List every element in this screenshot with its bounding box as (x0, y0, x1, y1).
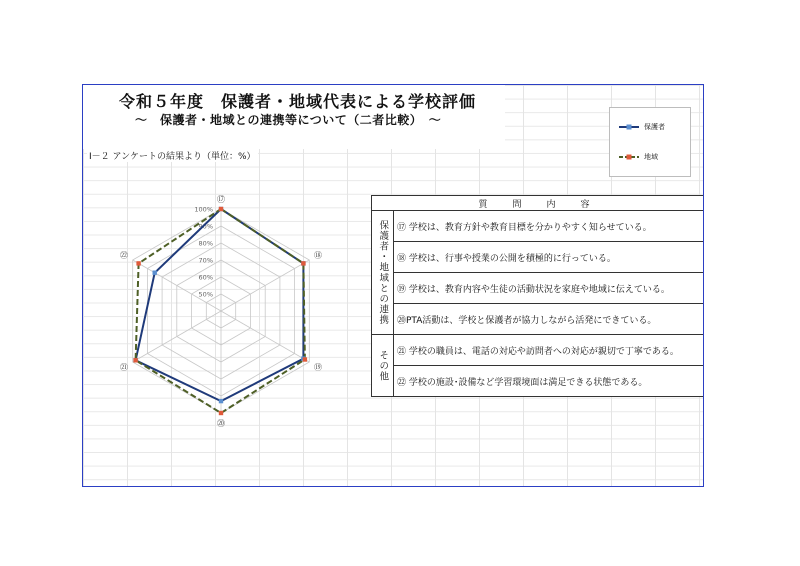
table-row: ㉑ 学校の職員は、電話の対応や訪問者への対応が親切で丁寧である。 (394, 335, 705, 366)
radar-point (133, 358, 137, 362)
radar-category-label: ⑰ (217, 195, 225, 204)
legend-item-guardian (618, 122, 665, 132)
legend-label-community: 地域 (644, 153, 658, 161)
radar-point (219, 399, 223, 403)
table-row: ⑳PTA活動は、学校と保護者が協力しながら活発にできている。 (394, 304, 705, 335)
radar-tick-label: 50% (198, 290, 213, 299)
radar-series-line (136, 209, 304, 401)
chart-legend (609, 107, 691, 177)
radar-point (219, 207, 223, 211)
radar-tick-label: 70% (198, 256, 213, 265)
section-heading: Ⅰ－２ アンケートの結果より（単位：%） (87, 149, 258, 162)
table-row: ⑰ 学校は、教育方針や教育目標を分かりやすく知らせている。 (394, 211, 705, 242)
radar-category-label: ㉑ (120, 363, 128, 372)
spreadsheet-area (82, 84, 704, 487)
page-subtitle: ～ 保護者・地域との連携等について（二者比較） ～ (135, 113, 442, 127)
group-cell-liaison (372, 211, 394, 335)
radar-tick-label: 80% (198, 239, 213, 248)
legend-label-guardian: 保護者 (644, 123, 665, 131)
page-title: 令和５年度 保護者・地域代表による学校評価 (119, 92, 477, 111)
radar-category-label: ㉒ (120, 251, 128, 260)
group-label-other: その他 (377, 349, 389, 382)
group-label-liaison: 保護者・地域との連携 (377, 220, 389, 325)
radar-category-label: ⑳ (217, 419, 225, 428)
radar-category-label: ⑱ (314, 251, 322, 260)
title-band (83, 85, 505, 149)
legend-swatch-community (618, 153, 640, 161)
legend-item-community (618, 152, 658, 162)
radar-chart (83, 169, 368, 449)
legend-swatch-guardian (618, 123, 640, 131)
radar-tick-label: 60% (198, 273, 213, 282)
question-table (371, 195, 704, 397)
table-row: ㉒ 学校の施設･設備など学習環境面は満足できる状態である。 (394, 366, 705, 397)
radar-point (303, 357, 307, 361)
radar-tick-label: 100% (194, 205, 213, 214)
table-header: 質 問 内 容 (372, 196, 705, 211)
radar-point (136, 261, 140, 265)
radar-point (153, 271, 157, 275)
radar-point (219, 411, 223, 415)
group-cell-other (372, 335, 394, 397)
table-row: ⑱ 学校は、行事や授業の公開を積極的に行っている。 (394, 242, 705, 273)
table-row: ⑲ 学校は、教育内容や生徒の活動状況を家庭や地域に伝えている。 (394, 273, 705, 304)
radar-tick-label: 90% (198, 222, 213, 231)
radar-category-label: ⑲ (314, 363, 322, 372)
radar-point (301, 261, 305, 265)
